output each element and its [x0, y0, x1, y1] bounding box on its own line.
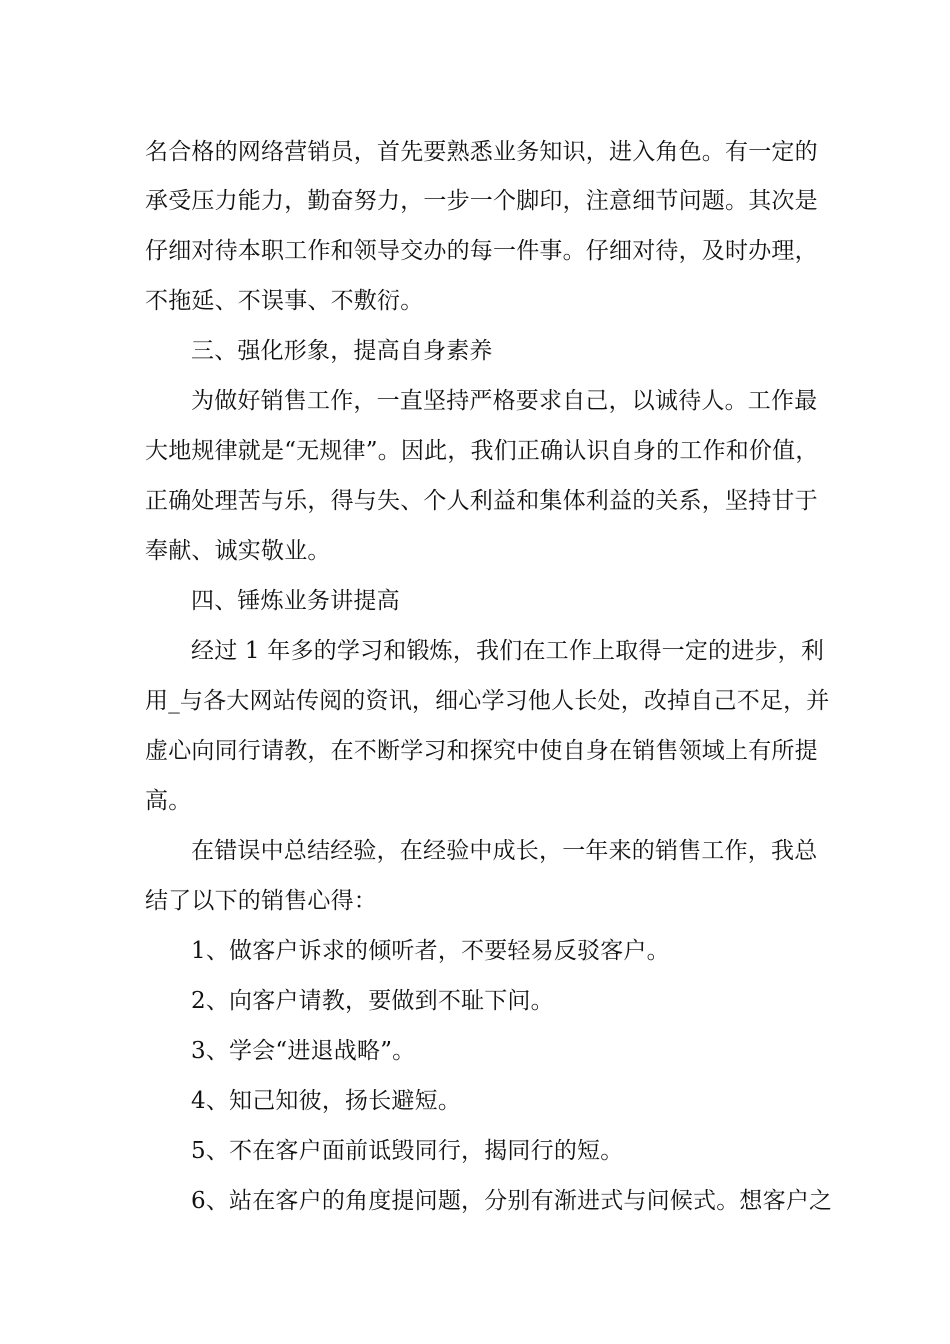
- list-item: 4、知己知彼，扬长避短。: [191, 1088, 462, 1114]
- section-heading: 三、强化形象，提高自身素养: [191, 338, 493, 364]
- paragraph-line: 经过 1 年多的学习和锻炼，我们在工作上取得一定的进步，利: [191, 638, 825, 664]
- paragraph-line: 虚心向同行请教，在不断学习和探究中使自身在销售领域上有所提: [145, 738, 818, 764]
- paragraph-line: 大地规律就是“无规律”。因此，我们正确认识自身的工作和价值，: [145, 438, 819, 464]
- paragraph-line: 承受压力能力，勤奋努力，一步一个脚印，注意细节问题。其次是: [145, 188, 818, 214]
- paragraph-line: 不拖延、不误事、不敷衍。: [145, 288, 424, 314]
- paragraph-line: 用_与各大网站传阅的资讯，细心学习他人长处，改掉自己不足，并: [145, 688, 830, 714]
- paragraph-line: 为做好销售工作，一直坚持严格要求自己，以诚待人。工作最: [191, 388, 818, 414]
- paragraph-line: 仔细对待本职工作和领导交办的每一件事。仔细对待，及时办理，: [145, 238, 818, 264]
- list-item: 5、不在客户面前诋毁同行，揭同行的短。: [191, 1138, 624, 1164]
- list-item: 1、做客户诉求的倾听者，不要轻易反驳客户。: [191, 938, 670, 964]
- paragraph-line: 名合格的网络营销员，首先要熟悉业务知识，进入角色。有一定的: [145, 139, 818, 165]
- paragraph-line: 奉献、诚实敬业。: [145, 538, 331, 564]
- section-heading: 四、锤炼业务讲提高: [191, 588, 400, 614]
- paragraph-line: 在错误中总结经验，在经验中成长，一年来的销售工作，我总: [191, 838, 818, 864]
- paragraph-line: 高。: [145, 788, 192, 814]
- list-item: 2、向客户请教，要做到不耻下问。: [191, 988, 554, 1014]
- list-item: 3、学会“进退战略”。: [191, 1038, 416, 1064]
- paragraph-line: 结了以下的销售心得：: [145, 888, 377, 914]
- paragraph-line: 正确处理苦与乐，得与失、个人利益和集体利益的关系，坚持甘于: [145, 488, 818, 514]
- list-item: 6、站在客户的角度提问题，分别有渐进式与问候式。想客户之: [191, 1188, 833, 1214]
